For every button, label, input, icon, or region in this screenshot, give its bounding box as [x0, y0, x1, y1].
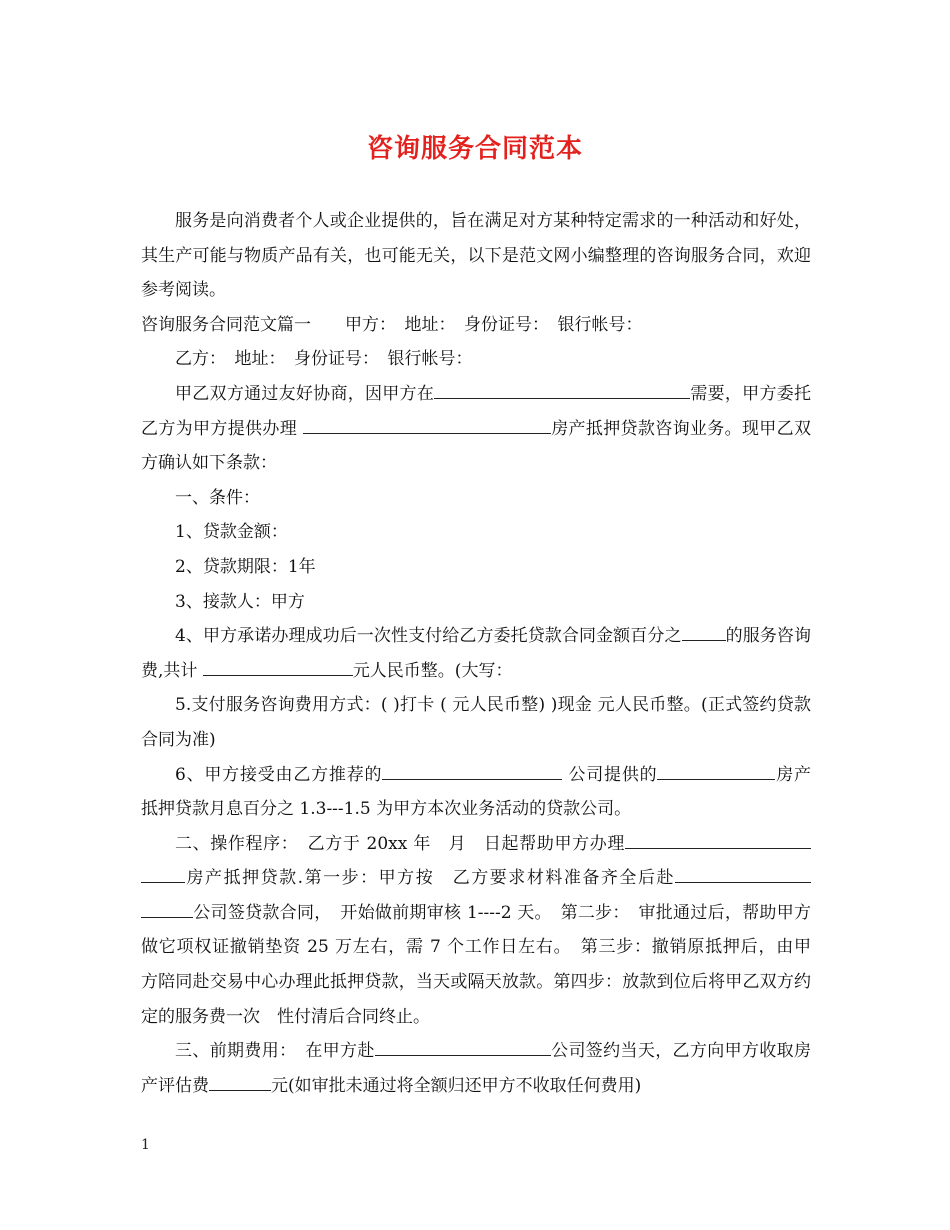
intro-text: 服务是向消费者个人或企业提供的，旨在满足对方某种特定需求的一种活动和好处，其生产可能与物质产品有关，也可能无关，以下是范文网小编整理的咨询服务合同，欢迎参考阅读。 — [141, 211, 811, 301]
blank-line — [375, 1037, 551, 1056]
clause-1-text: 1、贷款金额： — [175, 522, 288, 543]
agreement-text-3: 房产抵押贷款咨询业务。现甲乙双方确认如下条款： — [141, 418, 811, 474]
blank-line — [675, 864, 811, 883]
agreement-text-1: 甲乙双方通过友好协商，因甲方在 — [175, 383, 435, 404]
fees-text-2: 公司签约当天，乙方向甲方收取房产评估费 — [141, 1041, 812, 1096]
blank-line — [203, 657, 353, 676]
section-procedure — [141, 827, 828, 1035]
agreement-text-2: 需要，甲方委托乙方为甲方提供办理 — [141, 383, 812, 439]
clause-4 — [141, 619, 811, 688]
procedure-text-2: 房产抵押贷款.第一步：甲方按 乙方要求材料准备齐全后赴 — [185, 868, 675, 889]
intro-paragraph — [141, 204, 811, 308]
blank-line — [303, 415, 551, 434]
clause-6-text-2: 公司提供的 — [562, 764, 658, 785]
blank-line — [141, 899, 193, 918]
clause-6 — [141, 758, 811, 827]
clause-2-text: 2、贷款期限：1年 — [175, 556, 316, 577]
procedure-text-3: 公司签贷款合同， 开始做前期审核 1----2 天。 第二步： 审批通过后，帮助甲方做它项权证撤销垫资 25 万左右，需 7 个工作日左右。 第三步：撤销原抵押后，由甲 方陪同赴交易中心办理此抵押贷款，当天或隔天放款。第四步：放款到位后将甲乙双方约定的服务费一次 性付清后合同终止。 — [141, 902, 828, 1027]
clause-3 — [141, 585, 811, 620]
party-a-line — [141, 308, 811, 343]
clause-5 — [141, 688, 811, 757]
clause-4-text-1: 4、甲方承诺办理成功后一次性支付给乙方委托贷款合同金额百分之 — [175, 626, 682, 647]
clause-4-text-2: 的服务咨询费,共计 — [141, 626, 811, 681]
clause-6-text-3: 房产抵押贷款月息百分之 1.3---1.5 为甲方本次业务活动的贷款公司。 — [141, 764, 811, 820]
page-number: 1 — [141, 1137, 150, 1153]
clause-2 — [141, 550, 811, 585]
party-b-text: 乙方： 地址： 身份证号： 银行帐号： — [175, 349, 473, 370]
section-heading-conditions — [141, 481, 811, 516]
conditions-heading: 一、条件： — [175, 487, 260, 508]
blank-line — [209, 1072, 271, 1091]
document-title: 咨询服务合同范本 — [366, 134, 583, 164]
clause-5-text: 5.支付服务咨询费用方式：( )打卡 ( 元人民币整) )现金 元人民币整。(正式签约贷款合同为准) — [141, 695, 811, 750]
clause-6-text-1: 6、甲方接受由乙方推荐的 — [175, 764, 383, 785]
fees-text-3: 元(如审批未通过将全额归还甲方不收取任何费用) — [271, 1075, 642, 1096]
fees-text-1: 三、前期费用： 在甲方赴 — [175, 1041, 375, 1062]
blank-line — [682, 622, 726, 641]
clause-1 — [141, 515, 811, 550]
document-body — [141, 204, 828, 1103]
blank-line — [382, 761, 562, 780]
blank-line — [657, 761, 775, 780]
blank-line — [434, 380, 690, 399]
procedure-text-1: 二、操作程序： 乙方于 20xx 年 月 日起帮助甲方办理 — [175, 833, 625, 854]
clause-3-text: 3、接款人：甲方 — [175, 591, 305, 612]
blank-line — [141, 864, 185, 883]
party-a-text: 咨询服务合同范文篇一 甲方： 地址： 身份证号： 银行帐号： — [141, 314, 643, 335]
agreement-paragraph — [141, 377, 811, 481]
section-fees — [141, 1034, 811, 1103]
blank-line — [625, 830, 811, 849]
party-b-line — [141, 342, 811, 377]
clause-4-text-3: 元人民币整。(大写： — [352, 660, 513, 681]
